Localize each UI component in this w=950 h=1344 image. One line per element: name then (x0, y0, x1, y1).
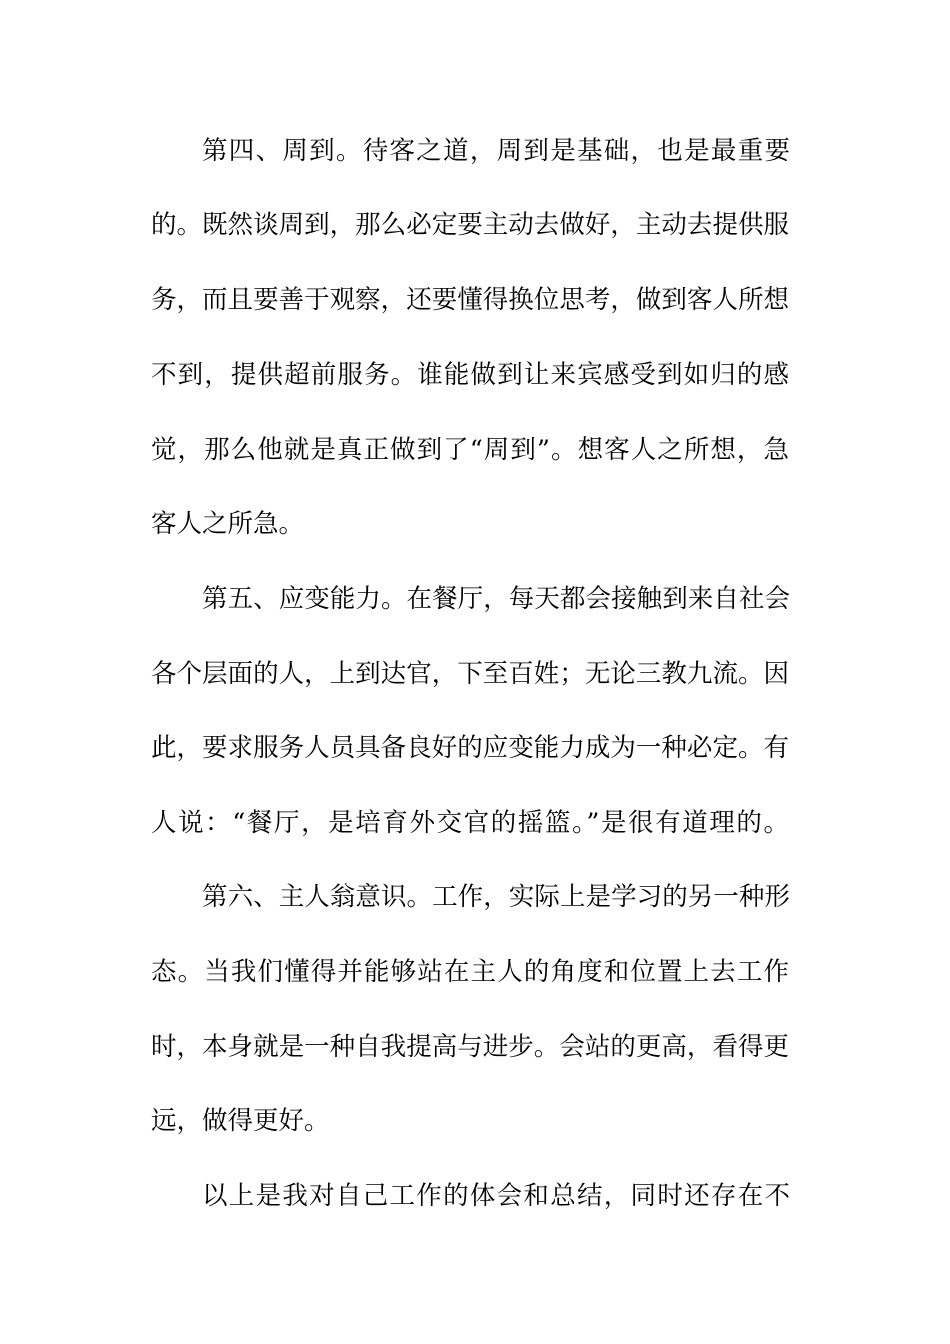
text-line: 务，而且要善于观察，还要懂得换位思考，做到客人所想 (151, 285, 789, 315)
text-line: 的。既然谈周到，那么必定要主动去做好，主动去提供服 (151, 210, 789, 240)
text-line: 以上是我对自己工作的体会和总结，同时还存在不 (202, 1181, 790, 1211)
text-line: 第五、应变能力。在餐厅，每天都会接触到来自社会 (202, 584, 790, 614)
text-line: 客人之所急。 (151, 509, 305, 539)
text-line: 不到，提供超前服务。谁能做到让来宾感受到如归的感 (151, 360, 789, 390)
text-line: 觉，那么他就是真正做到了“周到”。想客人之所想，急 (151, 435, 789, 465)
text-line: 态。当我们懂得并能够站在主人的角度和位置上去工作 (151, 957, 789, 987)
text-line: 时，本身就是一种自我提高与进步。会站的更高，看得更 (151, 1032, 789, 1062)
text-line: 各个层面的人，上到达官，下至百姓；无论三教九流。因 (151, 659, 789, 689)
text-line: 人说：“餐厅，是培育外交官的摇篮。”是很有道理的。 (151, 808, 789, 838)
text-line: 第四、周到。待客之道，周到是基础，也是最重要 (202, 136, 790, 166)
text-line: 第六、主人翁意识。工作，实际上是学习的另一种形 (202, 882, 790, 912)
text-line: 此，要求服务人员具备良好的应变能力成为一种必定。有 (151, 733, 789, 763)
text-line: 远，做得更好。 (151, 1106, 330, 1136)
